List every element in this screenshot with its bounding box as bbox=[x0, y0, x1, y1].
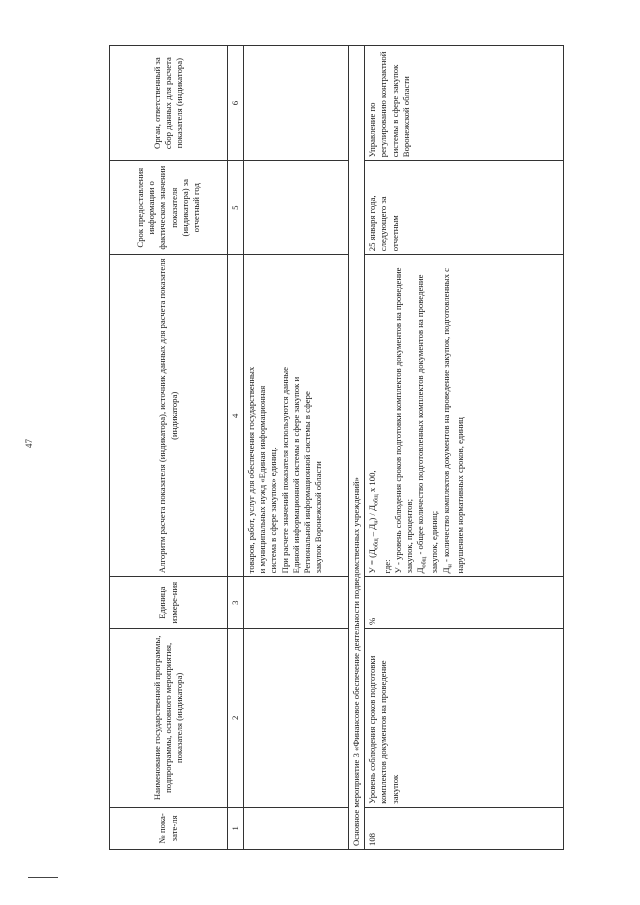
header-indicator-name: Наименование государственной программы, подпрограммы, основного мероприятия, показателя (индикатора) bbox=[110, 629, 228, 808]
cont-responsible-cell bbox=[244, 46, 349, 161]
cont-line: Региональной информационной системы в сфере bbox=[301, 391, 312, 574]
indicators-table bbox=[109, 45, 564, 850]
header-algorithm: Алгоритм расчета показателя (индикатора), источник данных для расчета показателя (индикатора) bbox=[110, 255, 228, 577]
indicator-number: 108 bbox=[365, 807, 564, 849]
column-number: 4 bbox=[228, 255, 244, 577]
cont-line: закупок Воронежской области bbox=[312, 461, 323, 574]
cont-deadline-cell bbox=[244, 161, 349, 255]
indicator-responsible: Управление по регулированию контрактной системы в сфере закупок Воронежской области bbox=[365, 46, 564, 161]
cont-name-cell bbox=[244, 629, 349, 808]
indicator-name: Уровень соблюдения сроков подготовки комплектов документов на проведение закупок bbox=[365, 629, 564, 808]
cont-number-cell bbox=[244, 807, 349, 849]
column-number: 2 bbox=[228, 629, 244, 808]
cont-line: При расчете значений показателя используются данные bbox=[279, 367, 290, 574]
definition-dn: $Д_н$ - количество комплектов документов на проведение закупок, подготовленных с нарушением нормативных сроков, единиц bbox=[440, 268, 465, 574]
header-responsible: Орган, ответственный за сбор данных для расчета показателя (индикатора) bbox=[110, 46, 228, 161]
cont-line: и муниципальных нужд «Единая информационная bbox=[257, 385, 268, 574]
column-number: 5 bbox=[228, 161, 244, 255]
cont-unit-cell bbox=[244, 577, 349, 629]
indicator-algorithm bbox=[365, 255, 564, 577]
section-title: Основное мероприятие 3 «Финансовое обеспечение деятельности подведомственных учреждений» bbox=[349, 46, 365, 850]
definition-dobsh: $Д_{общ}$ - общее количество подготовленных комплектов документов на проведение закупок, единиц; bbox=[415, 274, 440, 574]
header-indicator-number: № пока-зате-ля bbox=[110, 807, 228, 849]
definition-u: У - уровень соблюдения сроков подготовки комплектов документов на проведение закупок, процентов; bbox=[392, 267, 414, 574]
formula-where: где: bbox=[381, 559, 392, 574]
column-number: 6 bbox=[228, 46, 244, 161]
cont-line: система в сфере закупок» единиц. bbox=[268, 447, 279, 574]
indicator-unit: % bbox=[365, 577, 564, 629]
indicator-row-108 bbox=[365, 46, 564, 850]
cont-line: Единой информационной системы в сфере закупок и bbox=[290, 376, 301, 574]
header-deadline: Срок предоставления информации о фактическом значении показателя (индикатора) за отчетный год bbox=[110, 161, 228, 255]
formula: $У = (Д_{общ} - Д_н) / Д_{общ}$ x 100, bbox=[367, 470, 380, 574]
header-unit: Единица измере-ния bbox=[110, 577, 228, 629]
table-header-row bbox=[110, 46, 228, 850]
cont-line: товаров, работ, услуг для обеспечения государственных bbox=[246, 366, 257, 574]
continuation-row bbox=[244, 46, 349, 850]
column-numbers-row bbox=[228, 46, 244, 850]
column-number: 3 bbox=[228, 577, 244, 629]
section-row bbox=[349, 46, 365, 850]
indicator-deadline: 25 января года, следующего за отчетным bbox=[365, 161, 564, 255]
page-number: 47 bbox=[24, 439, 34, 448]
rotated-table-page bbox=[109, 45, 564, 850]
cont-algorithm-cell bbox=[244, 255, 349, 577]
column-number: 1 bbox=[228, 807, 244, 849]
footer-divider bbox=[28, 877, 58, 878]
